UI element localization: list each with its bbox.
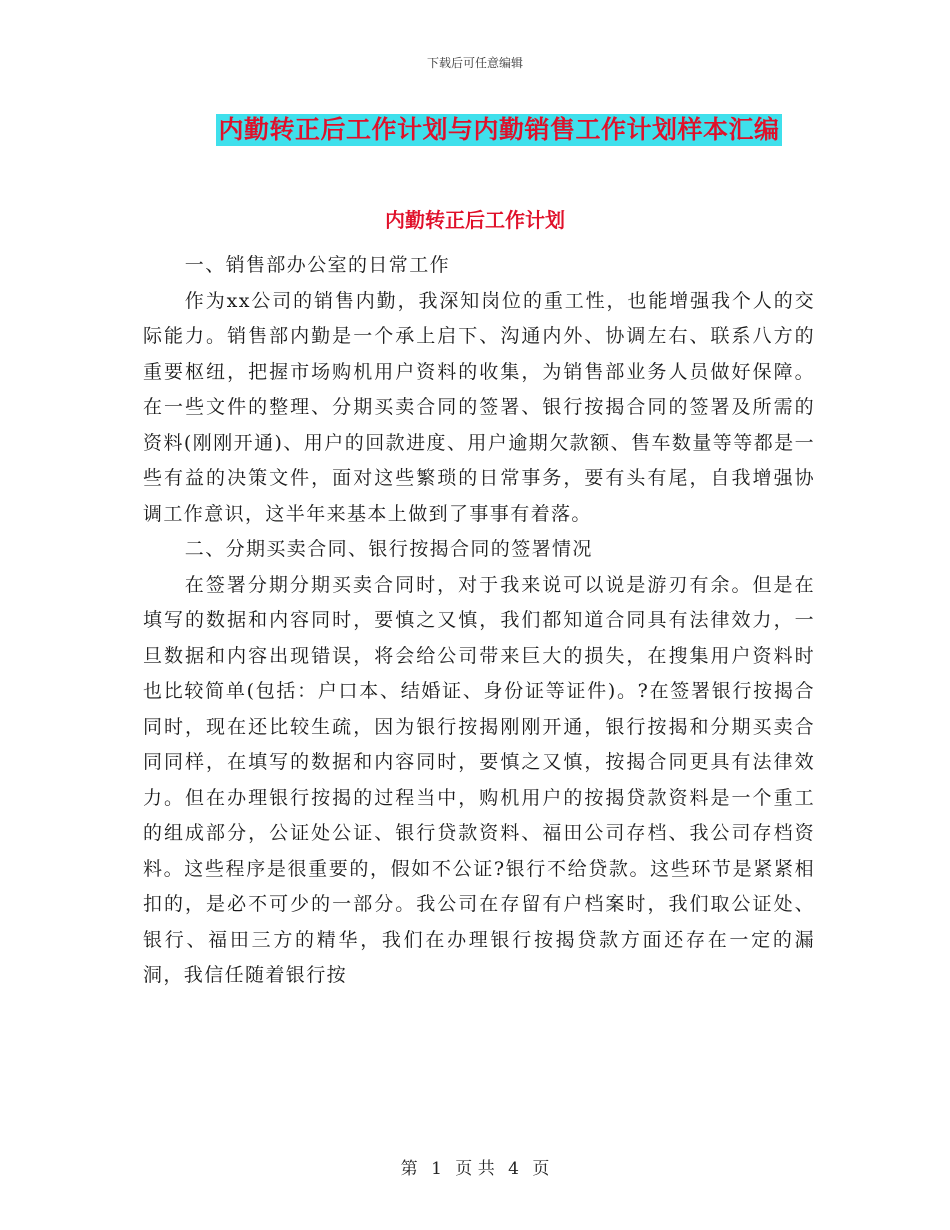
section-title: 内勤转正后工作计划 [385, 208, 565, 232]
footer-page-number: 1 [431, 1159, 442, 1179]
heading-1: 一、销售部办公室的日常工作 [184, 254, 450, 276]
paragraph-1: 作为xx公司的销售内勤，我深知岗位的重工性，也能增强我个人的交际能力。销售部内勤是一个承上启下、沟通内外、协调左右、联系八方的重要枢纽，把握市场购机用户资料的收集，为销售部业务人员做好保障。在一些文件的整理、分期买卖合同的签署、银行按揭合同的签署及所需的资料(刚刚开通)、用户的回款进度、用户逾期欠款额、售车数量等等都是一些有益的决策文件，面对这些繁琐的日常事务，要有头有尾，自我增强协调工作意识，这半年来基本上做到了事事有着落。 [143, 289, 815, 525]
header-note: 下载后可任意编辑 [426, 56, 523, 70]
page-footer [0, 1154, 950, 1179]
footer-total-pages: 4 [508, 1159, 519, 1179]
footer-prefix: 第 [400, 1159, 418, 1179]
footer-suffix: 页 [532, 1159, 550, 1179]
document-title: 内勤转正后工作计划与内勤销售工作计划样本汇编 [218, 115, 780, 144]
document-body [143, 248, 815, 994]
document-title-wrap [0, 114, 950, 146]
heading-2: 二、分期买卖合同、银行按揭合同的签署情况 [184, 538, 593, 560]
paragraph-2: 在签署分期分期买卖合同时，对于我来说可以说是游刃有余。但是在填写的数据和内容同时，要慎之又慎，我们都知道合同具有法律效力，一旦数据和内容出现错误，将会给公司带来巨大的损失，在搜集用户资料时也比较简单(包括：户口本、结婚证、身份证等证件)。?在签署银行按揭合同时，现在还比较生疏，因为银行按揭刚刚开通，银行按揭和分期买卖合同同样，在填写的数据和内容同时，要慎之又慎，按揭合同更具有法律效力。但在办理银行按揭的过程当中，购机用户的按揭贷款资料是一个重工的组成部分，公证处公证、银行贷款资料、福田公司存档、我公司存档资料。这些程序是很重要的，假如不公证?银行不给贷款。这些环节是紧紧相扣的，是必不可少的一部分。我公司在存留有户档案时，我们取公证处、银行、福田三方的精华，我们在办理银行按揭贷款方面还存在一定的漏洞，我信任随着银行按 [143, 573, 815, 986]
footer-mid: 页 共 [455, 1159, 495, 1179]
